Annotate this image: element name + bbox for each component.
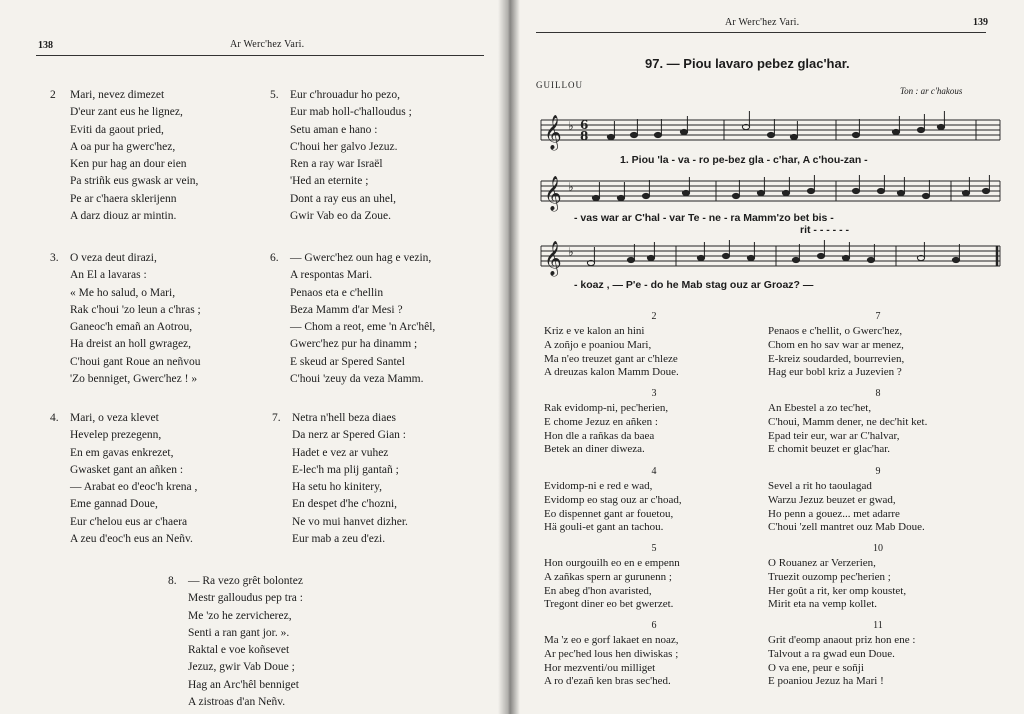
note-head (792, 257, 799, 262)
stanza-number: 11 (873, 620, 883, 631)
running-head: Ar Werc'hez Vari. (725, 17, 800, 28)
verse-line: Hag eur bobl kriz a Juzevien ? (768, 366, 902, 379)
verse-line: Sevel a rit ho taoulagad (768, 480, 872, 492)
verse-line: Setu aman e hano : (290, 123, 378, 136)
verse-line: Hor mezventi/ou milliget (544, 661, 656, 674)
stanza-number: 2 (50, 89, 56, 101)
verse-line: 'Zo benniget, Gwerc'hez ! » (70, 373, 198, 386)
note-head (782, 190, 789, 195)
verse-line: E-kreiz soudarded, bourrevien, (768, 352, 905, 365)
verse-line: Ne vo mui hanvet dizher. (292, 515, 408, 528)
staff-3 (541, 246, 1000, 266)
verse-line: Mari, nevez dimezet (70, 89, 165, 101)
note-head (807, 188, 814, 193)
verse-line: Truezit ouzomp pec'herien ; (768, 570, 891, 583)
stanza (768, 557, 906, 612)
stanza (768, 634, 915, 689)
stanza (768, 480, 925, 535)
verse-line: Pa striñk eus gwask ar vein, (70, 175, 199, 188)
note-head (767, 132, 774, 137)
music-lyric-line: rit - - - - - - (800, 224, 849, 236)
verse-line: O va ene, peur e soñji (768, 661, 864, 674)
note-head (627, 257, 634, 262)
verse-line: Pe ar c'haera sklerijenn (70, 192, 177, 205)
verse-line: A zañkas spern ar gurunenn ; (544, 570, 672, 583)
verse-line: Eo dispennet gant ar fouetou, (544, 507, 674, 520)
verse-line: E-lec'h ma plij gantañ ; (292, 463, 399, 476)
note-head (642, 193, 649, 198)
verse-line: Eur mab a zeu d'ezi. (292, 533, 386, 546)
staff-2 (541, 181, 1000, 201)
verse-line: Ganeoc'h emañ an Aotrou, (70, 321, 193, 334)
verse-line: Eme gannad Doue, (70, 498, 158, 511)
note-head (630, 132, 637, 137)
verse-line: Beza Mamm d'ar Mesi ? (290, 303, 403, 316)
verse-line: An El a lavaras : (70, 269, 147, 282)
stanza (168, 573, 303, 711)
verse-line: Ha dreist an holl gwragez, (70, 338, 192, 351)
verse-line: C'houi gant Roue an neñvou (70, 355, 201, 368)
verse-line: Eviti da gaout pried, (70, 123, 164, 136)
stanza-number: 7. (272, 412, 281, 424)
svg-text:♭: ♭ (568, 119, 574, 133)
stanza (544, 557, 680, 612)
stanza-number: 3. (50, 252, 59, 264)
verse-line: — Arabat eo d'eoc'h krena , (70, 481, 198, 494)
page-number: 139 (973, 17, 988, 28)
verse-line: O Rouanez ar Verzerien, (768, 557, 876, 569)
stanza (270, 87, 412, 225)
verse-line: Eur c'helou eus ar c'haera (70, 515, 188, 528)
verse-line: Hon dle a rañkas da baea (544, 429, 655, 442)
music-lyric-line: - koaz , — P'e - do he Mab stag ouz ar Groaz? — (574, 279, 814, 291)
stanza-number: 6. (270, 252, 279, 264)
verse-line: Mirit eta na vemp kollet. (768, 598, 878, 611)
note-head (917, 127, 924, 132)
verse-line: C'houi 'zeuy da veza Mamm. (290, 373, 424, 386)
verse-line: C'houi, Mamm dener, ne dec'hit ket. (768, 415, 928, 428)
note-head (962, 190, 969, 195)
note-head (732, 193, 739, 198)
svg-text:𝄞: 𝄞 (544, 241, 562, 276)
verse-line: D'eur zant eus he lignez, (70, 106, 183, 119)
verse-line: Ken pur hag an dour eien (70, 158, 187, 171)
note-head (867, 257, 874, 262)
verse-line: En em gavas enkrezet, (70, 446, 174, 459)
verse-line: En abeg d'hon avaristed, (544, 584, 652, 597)
running-head: Ar Werc'hez Vari. (230, 39, 305, 50)
verse-line: Evidomp eo stag ouz ar c'hoad, (544, 493, 682, 506)
note-head (982, 188, 989, 193)
svg-text:𝄞: 𝄞 (544, 115, 562, 150)
verse-line: Chom en ho sav war ar menez, (768, 338, 904, 351)
verse-line: Raktal e voe koñsevet (188, 644, 290, 657)
note-head (897, 190, 904, 195)
verse-line: Hevelep prezegenn, (70, 429, 162, 442)
verse-line: C'houi her galvo Jezuz. (290, 140, 398, 153)
stanza-number: 3 (651, 388, 657, 399)
verse-line: Eur c'hrouadur ho pezo, (290, 89, 401, 101)
verse-line: Senti a ran gant jor. ». (188, 626, 290, 639)
note-head (952, 257, 959, 262)
note-marks (587, 111, 989, 266)
verse-line: Rak c'houi 'zo leun a c'hras ; (70, 303, 201, 316)
verse-line: Mestr galloudus pep tra : (188, 592, 303, 605)
verse-line: Ha setu ho kinitery, (292, 481, 382, 494)
verse-line: Evidomp-ni e red e wad, (544, 480, 653, 492)
verse-line: Hon ourgouilh eo en e empenn (544, 557, 680, 569)
verse-line: E poaniou Jezuz ha Mari ! (768, 675, 884, 688)
stanza (50, 87, 199, 225)
verse-line: Hä gouli-et gant an tachou. (544, 521, 664, 534)
svg-text:♭: ♭ (568, 180, 574, 194)
note-head (790, 134, 797, 139)
verse-line: Dont a ray eus an uhel, (290, 192, 397, 205)
stanza-number: 4. (50, 412, 59, 424)
verse-line: Talvout a ra gwad eun Doue. (768, 647, 895, 660)
verse-line: A ro d'ezañ ken bras sec'hed. (544, 675, 671, 688)
stanza-number: 4 (651, 466, 657, 477)
tune-note: Ton : ar c'hakous (900, 86, 963, 96)
header-rule (536, 32, 986, 33)
verse-line: Hag an Arc'hêl benniget (188, 678, 299, 691)
verse-line: Gwerc'hez pur ha dinamm ; (290, 338, 418, 351)
stanza (544, 325, 679, 380)
verse-line: A dreuzas kalon Mamm Doue. (544, 366, 679, 379)
note-head (647, 255, 654, 260)
music-lyric-line: - vas war ar C'hal - var Te - ne - ra Mamm'zo bet bis - (574, 212, 834, 224)
note-head (617, 195, 624, 200)
verse-line: Her goût a rit, ker omp koustet, (768, 584, 907, 597)
verse-line: A respontas Mari. (290, 269, 373, 282)
verse-line: Da nerz ar Spered Gian : (292, 429, 406, 442)
book-gutter (498, 0, 520, 714)
verse-line: Gwir Vab eo da Zoue. (290, 210, 392, 223)
verse-line: O veza deut dirazi, (70, 252, 157, 264)
verse-line: Penaos eta e c'hellin (290, 286, 384, 299)
stanza-number: 5. (270, 89, 279, 101)
stanza (544, 480, 682, 535)
note-head (817, 253, 824, 258)
stanza (272, 410, 408, 548)
stanza (50, 410, 198, 548)
note-head (747, 255, 754, 260)
stanza-number: 6 (651, 620, 657, 631)
verse-line: C'houi 'zell mantret ouz Mab Doue. (768, 521, 925, 534)
stanza (544, 402, 668, 457)
verse-line: — Chom a reot, eme 'n Arc'hêl, (290, 321, 436, 334)
note-head (682, 190, 689, 195)
stanza-number: 8. (168, 575, 177, 587)
svg-text:♭: ♭ (568, 245, 574, 259)
verse-line: Warzu Jezuz beuzet er gwad, (768, 493, 896, 506)
verse-line: An Ebestel a zo tec'het, (768, 402, 872, 414)
svg-text:6: 6 (580, 118, 589, 132)
note-head (877, 188, 884, 193)
verse-line: E chome Jezuz en añken : (544, 415, 658, 428)
verse-line: — Gwerc'hez oun hag e vezin, (290, 252, 432, 264)
verse-line: Betek an diner diweza. (544, 443, 645, 456)
note-head (592, 195, 599, 200)
verse-line: A darz diouz ar mintin. (70, 210, 177, 223)
verse-line: Me 'zo he zervicherez, (188, 609, 292, 622)
verse-line: Jezuz, gwir Vab Doue ; (188, 661, 295, 674)
verse-line: Grit d'eomp anaout priz hon ene : (768, 634, 916, 646)
note-head (852, 188, 859, 193)
verse-line: Ren a ray war Israël (290, 158, 383, 171)
verse-line: A zoñjo e poaniou Mari, (544, 338, 652, 351)
header-rule (36, 55, 484, 56)
verse-line: Gwasket gant an añken : (70, 463, 184, 476)
note-head (654, 132, 661, 137)
verse-line: Kriz e ve kalon an hini (544, 325, 645, 337)
note-head (892, 129, 899, 134)
stanza-number: 10 (873, 543, 883, 554)
verse-line: Penaos e c'hellit, o Gwerc'hez, (768, 325, 903, 337)
verse-line: A zeu d'eoc'h eus an Neñv. (70, 533, 193, 546)
stanza-number: 5 (651, 543, 657, 554)
stanza (50, 250, 201, 388)
verse-line: A zistroas d'an Neñv. (188, 696, 286, 709)
svg-text:𝄞: 𝄞 (544, 176, 562, 211)
verse-line: Rak evidomp-ni, pec'herien, (544, 402, 669, 414)
stanza-number: 8 (875, 388, 881, 399)
note-head (607, 134, 614, 139)
stanza-number: 2 (651, 311, 657, 322)
note-head (757, 190, 764, 195)
composer: GUILLOU (536, 80, 583, 90)
page-number: 138 (38, 40, 53, 51)
verse-line: Ho penn a gouez... met adarre (768, 507, 900, 520)
note-head (697, 255, 704, 260)
note-head (842, 255, 849, 260)
music-score (536, 100, 1006, 305)
verse-line: Netra n'hell beza diaes (292, 412, 396, 424)
stanza (270, 250, 436, 388)
hymn-title: 97. — Piou lavaro pebez glac'har. (645, 56, 850, 71)
stanza-number: 9 (875, 466, 881, 477)
verse-line: Mari, o veza klevet (70, 412, 159, 424)
svg-text:8: 8 (580, 129, 589, 143)
note-head (722, 253, 729, 258)
stanza-number: 7 (875, 311, 881, 322)
verse-line: Hadet e vez ar vuhez (292, 446, 389, 459)
verse-line: « Me ho salud, o Mari, (70, 286, 176, 299)
verse-line: E chomit beuzet er glac'har. (768, 443, 891, 456)
music-lyric-line: 1. Piou 'la - va - ro pe-bez gla - c'har, A c'hou-zan - (620, 154, 868, 166)
verse-line: Epad teir eur, war ar C'halvar, (768, 429, 900, 442)
note-head (922, 193, 929, 198)
verse-line: Tregont diner eo bet gwerzet. (544, 598, 674, 611)
stanza (768, 402, 927, 457)
verse-line: Eur mab holl-c'halloudus ; (290, 106, 412, 119)
verse-line: Ma 'z eo e gorf lakaet en noaz, (544, 634, 679, 646)
stanza (544, 634, 679, 689)
note-head (937, 124, 944, 129)
verse-line: — Ra vezo grêt bolontez (188, 575, 303, 587)
note-head (852, 132, 859, 137)
verse-line: 'Hed an eternite ; (290, 175, 369, 188)
verse-line: Ar pec'hed lous hen diwiskas ; (544, 647, 679, 660)
verse-line: Ma n'eo treuzet gant ar c'hleze (544, 352, 678, 365)
verse-line: En despet d'he c'hozni, (292, 498, 398, 511)
verse-line: A oa pur ha gwerc'hez, (70, 140, 176, 153)
verse-line: E skeud ar Spered Santel (290, 355, 405, 368)
note-head (680, 129, 687, 134)
stanza (768, 325, 904, 380)
